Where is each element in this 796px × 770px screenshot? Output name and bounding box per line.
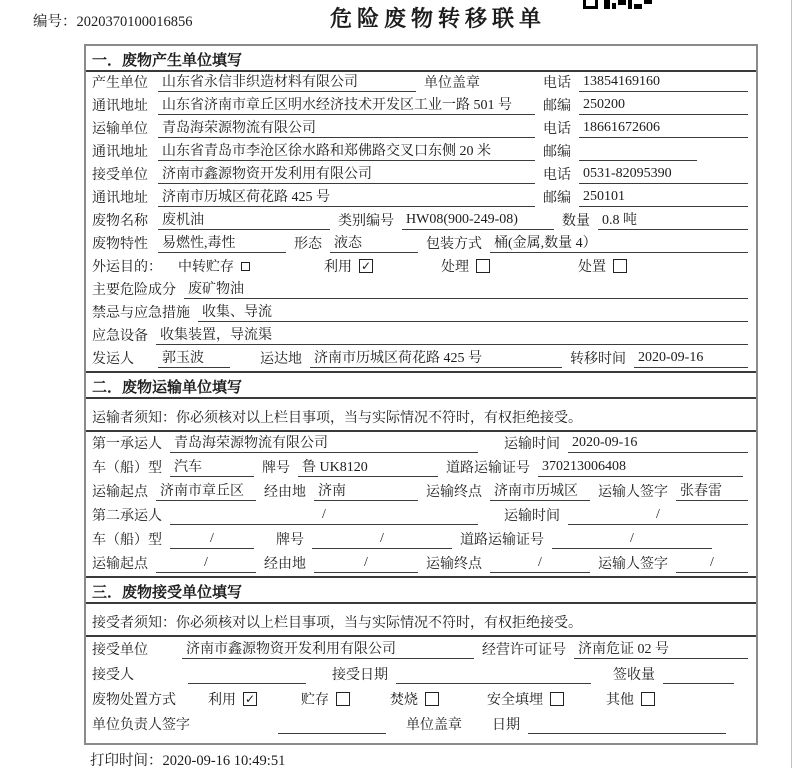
vehicle-type-value: / bbox=[170, 531, 254, 549]
route-start-value: 济南市章丘区 bbox=[156, 480, 256, 501]
section-1-title: 一．废物产生单位填写 bbox=[86, 46, 756, 72]
page-right-edge bbox=[791, 0, 792, 768]
row-waste-properties bbox=[86, 233, 756, 256]
route-start-label: 运输起点 bbox=[92, 485, 148, 500]
option-label: 安全填埋 bbox=[487, 693, 543, 708]
transport-time-value: 2020-09-16 bbox=[568, 435, 748, 453]
producer-zip-group bbox=[543, 95, 748, 115]
emergency-measures-value: 收集、导流 bbox=[198, 301, 748, 322]
plate-label: 牌号 bbox=[262, 461, 290, 476]
phone-label: 电话 bbox=[543, 122, 571, 137]
route-start-label: 运输起点 bbox=[92, 557, 148, 572]
producer-address-value: 山东省济南市章丘区明水经济技术开发区工业一路 501 号 bbox=[158, 94, 535, 115]
print-time-label: 打印时间： bbox=[90, 753, 163, 769]
producer-address-label: 通讯地址 bbox=[92, 99, 148, 114]
vehicle-type-label: 车（船）型 bbox=[92, 533, 162, 548]
main-hazard-label: 主要危险成分 bbox=[92, 283, 176, 298]
row-accepting-unit bbox=[86, 637, 756, 662]
print-time-value: 2020-09-16 10:49:51 bbox=[162, 753, 286, 769]
road-permit-label: 道路运输证号 bbox=[446, 461, 530, 476]
row-responsible-signature bbox=[86, 712, 756, 737]
disposal-other-checkbox[interactable] bbox=[641, 692, 655, 706]
qr-code-fragment bbox=[583, 0, 653, 9]
shipper-label: 发运人 bbox=[92, 352, 134, 367]
option-label: 贮存 bbox=[301, 693, 329, 708]
zip-label: 邮编 bbox=[543, 145, 571, 160]
plate-value: / bbox=[312, 531, 452, 549]
transfer-storage-checkbox[interactable] bbox=[241, 262, 250, 271]
transporter-unit-value: 青岛海荣源物流有限公司 bbox=[158, 117, 535, 138]
transport-purpose-label: 外运目的： bbox=[92, 260, 162, 275]
section-producer bbox=[86, 46, 756, 371]
transporter-unit-label: 运输单位 bbox=[92, 122, 148, 137]
accept-date-value bbox=[396, 666, 591, 684]
transfer-time-label: 转移时间 bbox=[570, 352, 626, 367]
receiver-address-label: 通讯地址 bbox=[92, 191, 148, 206]
receiver-address-value: 济南市历城区荷花路 425 号 bbox=[158, 186, 535, 207]
row-producer-address bbox=[86, 95, 756, 118]
first-carrier-value: 青岛海荣源物流有限公司 bbox=[170, 432, 478, 453]
row-disposal-method bbox=[86, 687, 756, 712]
transport-time-label: 运输时间 bbox=[504, 437, 560, 452]
transporter-signature-label: 运输人签字 bbox=[598, 485, 668, 500]
emergency-measures-label: 禁忌与应急措施 bbox=[92, 306, 190, 321]
row-vehicle-1 bbox=[86, 456, 756, 480]
route-via-value: 济南 bbox=[314, 480, 418, 501]
row-acceptor bbox=[86, 662, 756, 687]
row-producer-unit bbox=[86, 72, 756, 95]
packaging-value: 桶(金属,数量 4） bbox=[490, 232, 748, 253]
transporter-zip-value bbox=[579, 143, 697, 161]
acceptor-value bbox=[188, 666, 306, 684]
transporter-zip-group bbox=[543, 141, 748, 161]
receiver-notice: 接受者须知：你必须核对以上栏目事项，当与实际情况不符时，有权拒绝接受。 bbox=[86, 604, 756, 637]
second-carrier-label: 第二承运人 bbox=[92, 509, 162, 524]
row-route-2 bbox=[86, 552, 756, 576]
unit-seal-label: 单位盖章 bbox=[424, 76, 480, 91]
destination-label: 运达地 bbox=[260, 352, 302, 367]
category-code-value: HW08(900-249-08) bbox=[402, 212, 554, 230]
disposal-option-landfill bbox=[487, 689, 564, 709]
document-number-value: 2020370100016856 bbox=[76, 14, 193, 30]
producer-unit-value: 山东省永信非织造材料有限公司 bbox=[158, 71, 416, 92]
date-value bbox=[528, 716, 726, 734]
route-end-value: 济南市历城区 bbox=[490, 480, 590, 501]
road-permit-label: 道路运输证号 bbox=[460, 533, 544, 548]
row-receiver-address bbox=[86, 187, 756, 210]
receiver-zip-group bbox=[543, 187, 748, 207]
producer-unit-label: 产生单位 bbox=[92, 76, 148, 91]
quantity-label: 数量 bbox=[562, 214, 590, 229]
waste-properties-label: 废物特性 bbox=[92, 237, 148, 252]
row-transport-purpose bbox=[86, 256, 756, 279]
route-end-label: 运输终点 bbox=[426, 485, 482, 500]
received-quantity-label: 签收量 bbox=[613, 668, 655, 683]
producer-phone-group bbox=[543, 72, 748, 92]
zip-label: 邮编 bbox=[543, 99, 571, 114]
category-code-label: 类别编号 bbox=[338, 214, 394, 229]
manifest-form bbox=[84, 44, 758, 745]
disposal-store-checkbox[interactable] bbox=[336, 692, 350, 706]
main-hazard-value: 废矿物油 bbox=[184, 278, 748, 299]
quantity-value: 0.8 吨 bbox=[598, 209, 748, 230]
row-route-1 bbox=[86, 480, 756, 504]
disposal-method-label: 废物处置方式 bbox=[92, 693, 176, 708]
responsible-signature-value bbox=[278, 716, 386, 734]
transporter-address-value: 山东省青岛市李沧区徐水路和郑佛路交叉口东侧 20 米 bbox=[158, 140, 535, 161]
receiver-zip-value: 250101 bbox=[579, 189, 748, 207]
route-via-label: 经由地 bbox=[264, 557, 306, 572]
print-time bbox=[90, 749, 285, 770]
transporter-signature-value: 张春雷 bbox=[676, 480, 748, 501]
transporter-phone-group bbox=[543, 118, 748, 138]
row-main-hazard bbox=[86, 279, 756, 302]
vehicle-type-value: 汽车 bbox=[170, 456, 254, 477]
packaging-label: 包装方式 bbox=[426, 237, 482, 252]
document-number-label: 编号： bbox=[33, 14, 77, 30]
waste-name-label: 废物名称 bbox=[92, 214, 148, 229]
row-first-carrier bbox=[86, 432, 756, 456]
phone-label: 电话 bbox=[543, 76, 571, 91]
page-title: 危险废物转移联单 bbox=[330, 6, 547, 31]
receiver-phone-value: 0531-82095390 bbox=[579, 166, 748, 184]
accepting-unit-label: 接受单位 bbox=[92, 643, 148, 658]
date-label: 日期 bbox=[492, 718, 520, 733]
zip-label: 邮编 bbox=[543, 191, 571, 206]
first-carrier-label: 第一承运人 bbox=[92, 437, 162, 452]
plate-label: 牌号 bbox=[276, 533, 304, 548]
disposal-option-utilize bbox=[208, 689, 257, 709]
accept-date-label: 接受日期 bbox=[332, 668, 388, 683]
row-second-carrier bbox=[86, 504, 756, 528]
row-transporter-unit bbox=[86, 118, 756, 141]
option-label: 处置 bbox=[578, 260, 606, 275]
utilize-checkbox[interactable]: ✓ bbox=[360, 259, 372, 273]
row-vehicle-2 bbox=[86, 528, 756, 552]
option-label: 利用 bbox=[324, 260, 352, 275]
acceptor-label: 接受人 bbox=[92, 668, 134, 683]
row-receiver-unit bbox=[86, 164, 756, 187]
accepting-unit-value: 济南市鑫源物资开发利用有限公司 bbox=[182, 638, 474, 659]
license-label: 经营许可证号 bbox=[482, 643, 566, 658]
section-transporter bbox=[86, 371, 756, 576]
receiver-phone-group bbox=[543, 164, 748, 184]
route-end-label: 运输终点 bbox=[426, 557, 482, 572]
option-label: 处理 bbox=[441, 260, 469, 275]
plate-value: 鲁 UK8120 bbox=[298, 456, 438, 477]
form-value: 液态 bbox=[330, 232, 418, 253]
transport-time-label: 运输时间 bbox=[504, 509, 560, 524]
section-receiver bbox=[86, 576, 756, 737]
row-shipper bbox=[86, 348, 756, 371]
row-emergency-measures bbox=[86, 302, 756, 325]
disposal-landfill-checkbox[interactable] bbox=[550, 692, 564, 706]
responsible-signature-label: 单位负责人签字 bbox=[92, 718, 190, 733]
transporter-address-label: 通讯地址 bbox=[92, 145, 148, 160]
emergency-equipment-value: 收集装置，导流渠 bbox=[156, 324, 748, 345]
purpose-option-treat bbox=[441, 256, 490, 276]
option-label: 利用 bbox=[208, 693, 236, 708]
transport-time-value: / bbox=[568, 507, 748, 525]
received-quantity-value bbox=[663, 666, 734, 684]
route-end-value: / bbox=[490, 555, 590, 573]
row-emergency-equipment bbox=[86, 325, 756, 348]
transporter-phone-value: 18661672606 bbox=[579, 120, 748, 138]
destination-value: 济南市历城区荷花路 425 号 bbox=[310, 347, 562, 368]
unit-seal-label: 单位盖章 bbox=[406, 718, 462, 733]
receiver-unit-label: 接受单位 bbox=[92, 168, 148, 183]
transfer-time-value: 2020-09-16 bbox=[634, 350, 748, 368]
route-start-value: / bbox=[156, 555, 256, 573]
treat-checkbox[interactable] bbox=[476, 259, 490, 273]
option-label: 焚烧 bbox=[390, 693, 418, 708]
purpose-option-dispose bbox=[578, 256, 627, 276]
disposal-utilize-checkbox[interactable]: ✓ bbox=[244, 692, 256, 706]
vehicle-type-label: 车（船）型 bbox=[92, 461, 162, 476]
form-label: 形态 bbox=[294, 237, 322, 252]
purpose-option-utilize bbox=[324, 256, 373, 276]
second-carrier-value: / bbox=[170, 507, 478, 525]
producer-zip-value: 250200 bbox=[579, 97, 748, 115]
license-value: 济南危证 02 号 bbox=[574, 638, 748, 659]
road-permit-value: / bbox=[552, 531, 712, 549]
transporter-signature-label: 运输人签字 bbox=[598, 557, 668, 572]
waste-name-value: 废机油 bbox=[158, 209, 330, 230]
disposal-incinerate-checkbox[interactable] bbox=[425, 692, 439, 706]
document-number bbox=[33, 10, 193, 31]
shipper-value: 郭玉波 bbox=[158, 347, 230, 368]
producer-phone-value: 13854169160 bbox=[579, 74, 748, 92]
receiver-unit-value: 济南市鑫源物资开发利用有限公司 bbox=[158, 163, 535, 184]
phone-label: 电话 bbox=[543, 168, 571, 183]
option-label: 中转贮存 bbox=[178, 260, 234, 275]
purpose-option-transfer-storage bbox=[178, 256, 250, 276]
disposal-option-incinerate bbox=[390, 689, 439, 709]
dispose-checkbox[interactable] bbox=[613, 259, 627, 273]
section-3-title: 三．废物接受单位填写 bbox=[86, 578, 756, 604]
transporter-notice: 运输者须知：你必须核对以上栏目事项，当与实际情况不符时，有权拒绝接受。 bbox=[86, 399, 756, 432]
option-label: 其他 bbox=[606, 693, 634, 708]
disposal-option-other bbox=[606, 689, 655, 709]
section-2-title: 二．废物运输单位填写 bbox=[86, 373, 756, 399]
row-transporter-address bbox=[86, 141, 756, 164]
transporter-signature-value: / bbox=[676, 555, 748, 573]
emergency-equipment-label: 应急设备 bbox=[92, 329, 148, 344]
waste-properties-value: 易燃性,毒性 bbox=[158, 232, 286, 253]
road-permit-value: 370213006408 bbox=[538, 459, 743, 477]
route-via-value: / bbox=[314, 555, 418, 573]
disposal-option-store bbox=[301, 689, 350, 709]
route-via-label: 经由地 bbox=[264, 485, 306, 500]
row-waste-name bbox=[86, 210, 756, 233]
